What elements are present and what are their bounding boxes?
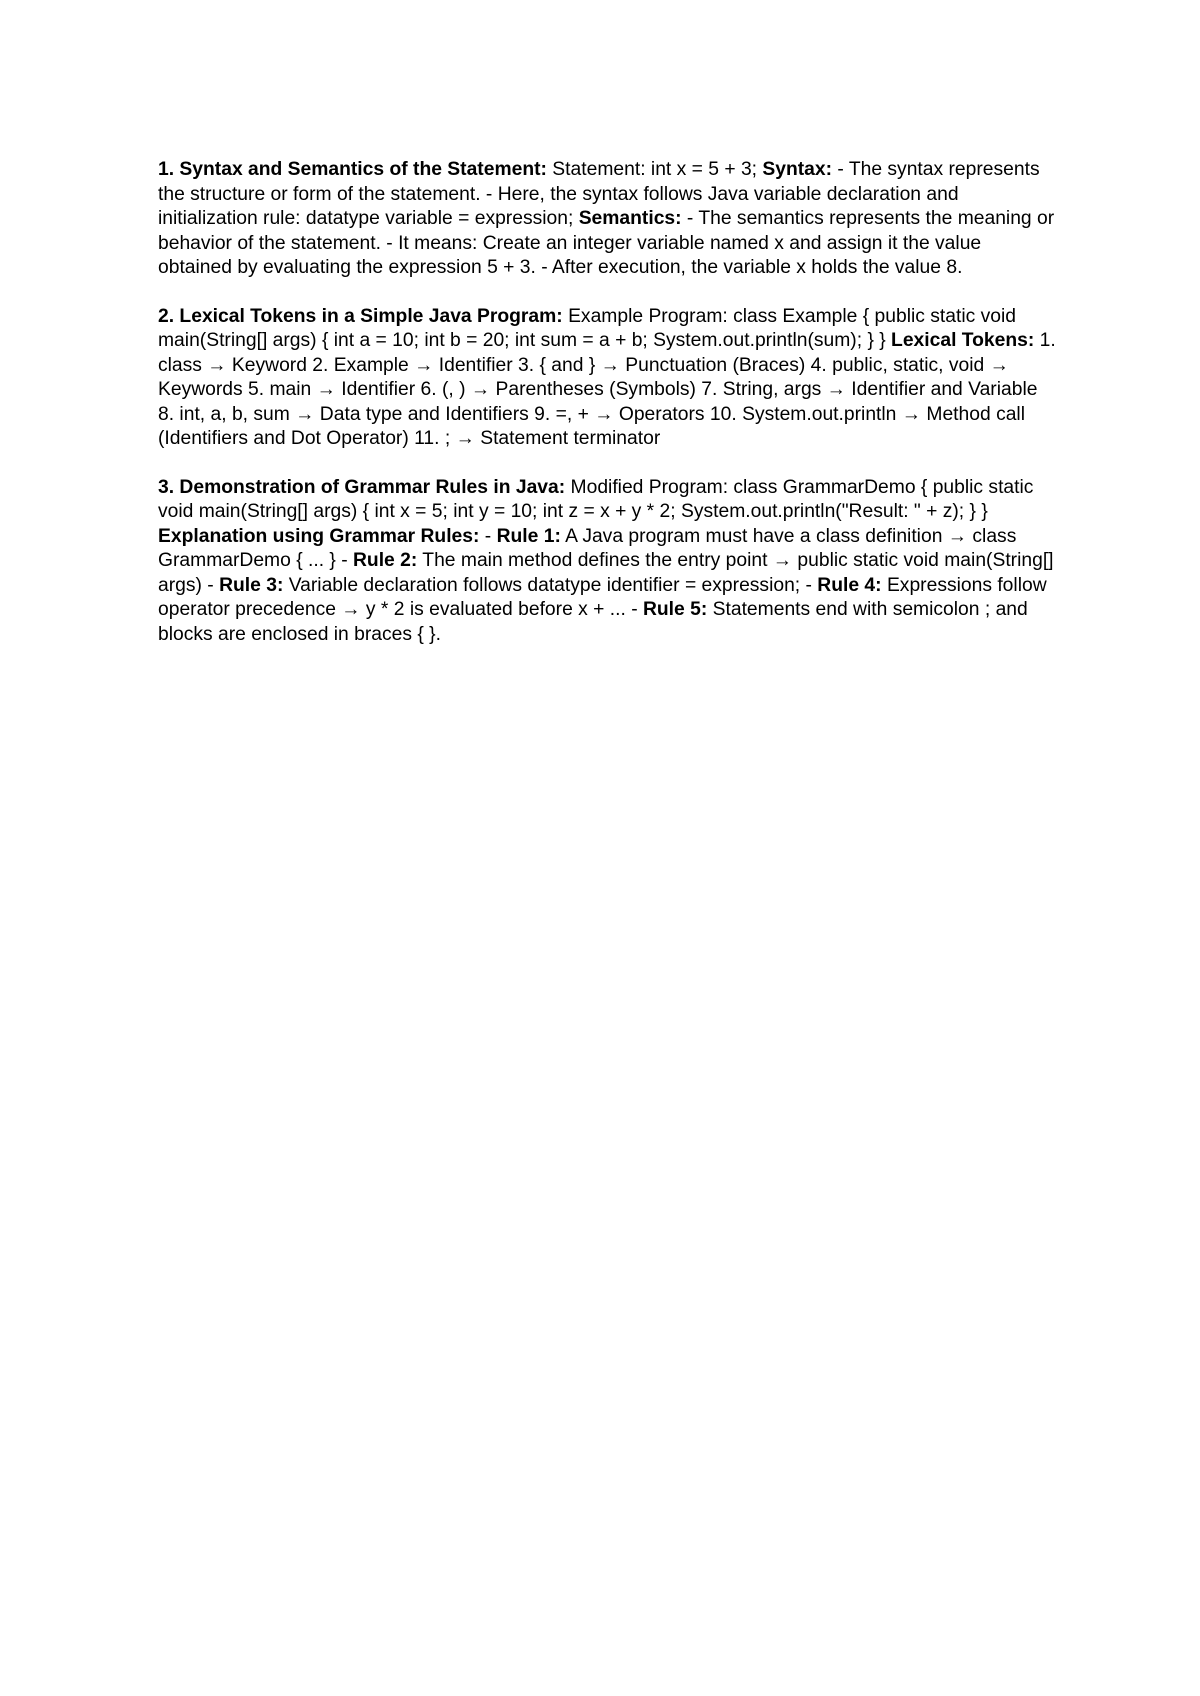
dash-text: - [479,525,497,547]
label-semantics: Semantics: [578,208,682,229]
example-program-text: Example Program: class Example { public static void main(String[] args) { int a = 10; int b = 20; int sum = a + b; System.out.println(sum); } } [158,305,1017,351]
rule-4-text: Expressions follow operator precedence → y * 2 is evaluated before x + ... - [158,574,1047,620]
heading-lexical-tokens: 2. Lexical Tokens in a Simple Java Program: [158,305,563,327]
label-rule-3: Rule 3: [219,574,284,596]
label-explanation: Explanation using Grammar Rules: [158,525,480,547]
heading-syntax-semantics: 1. Syntax and Semantics of the Statement: [158,159,547,180]
rule-5-text: Statements end with semicolon ; and blocks are enclosed in braces { }. [158,599,1028,645]
label-lexical-tokens: Lexical Tokens: [891,330,1035,351]
label-rule-5: Rule 5: [642,599,708,620]
label-rule-2: Rule 2: [353,550,418,571]
statement-text: Statement: int x = 5 + 3; [546,159,763,180]
section-lexical-tokens [158,305,1058,452]
tokens-list-text: 1. class → Keyword 2. Example → Identifier 3. { and } → Punctuation (Braces) 4. public, static, void → Keywords 5. main → Identifier 6. (, ) → Parentheses (Symbols) 7. String, args → Identifier and Variable 8. int, a, b, sum → Data type and Identifiers 9. =, + → Operators 10. System.out.println → Method call (Identifiers and Dot Operator) 11. ; → Statement terminator [158,330,1056,449]
rule-3-text: Variable declaration follows datatype identifier = expression; - [283,574,818,596]
section-syntax-semantics [158,158,1058,281]
semantics-text: - The semantics represents the meaning or behavior of the statement. - It means: Create an integer variable named x and assign it the value obtained by evaluating the expression 5 + 3. - After execution, the variable x holds the value 8. [158,208,1055,278]
label-rule-1: Rule 1: [496,525,561,547]
label-syntax: Syntax: [762,159,833,180]
section-grammar-rules [158,476,1058,648]
rule-1-text: A Java program must have a class definition → class GrammarDemo { ... } - [158,525,1017,571]
label-rule-4: Rule 4: [817,574,882,596]
document-page [158,158,1058,671]
heading-grammar-rules: 3. Demonstration of Grammar Rules in Java: [158,476,566,498]
modified-program-text: Modified Program: class GrammarDemo { public static void main(String[] args) { int x = 5; int y = 10; int z = x + y * 2; System.out.println("Result: " + z); } } [158,476,1034,522]
syntax-text: - The syntax represents the structure or form of the statement. - Here, the syntax follows Java variable declaration and initialization rule: datatype variable = expression; [158,159,1040,229]
rule-2-text: The main method defines the entry point → public static void main(String[] args) - [158,550,1054,596]
